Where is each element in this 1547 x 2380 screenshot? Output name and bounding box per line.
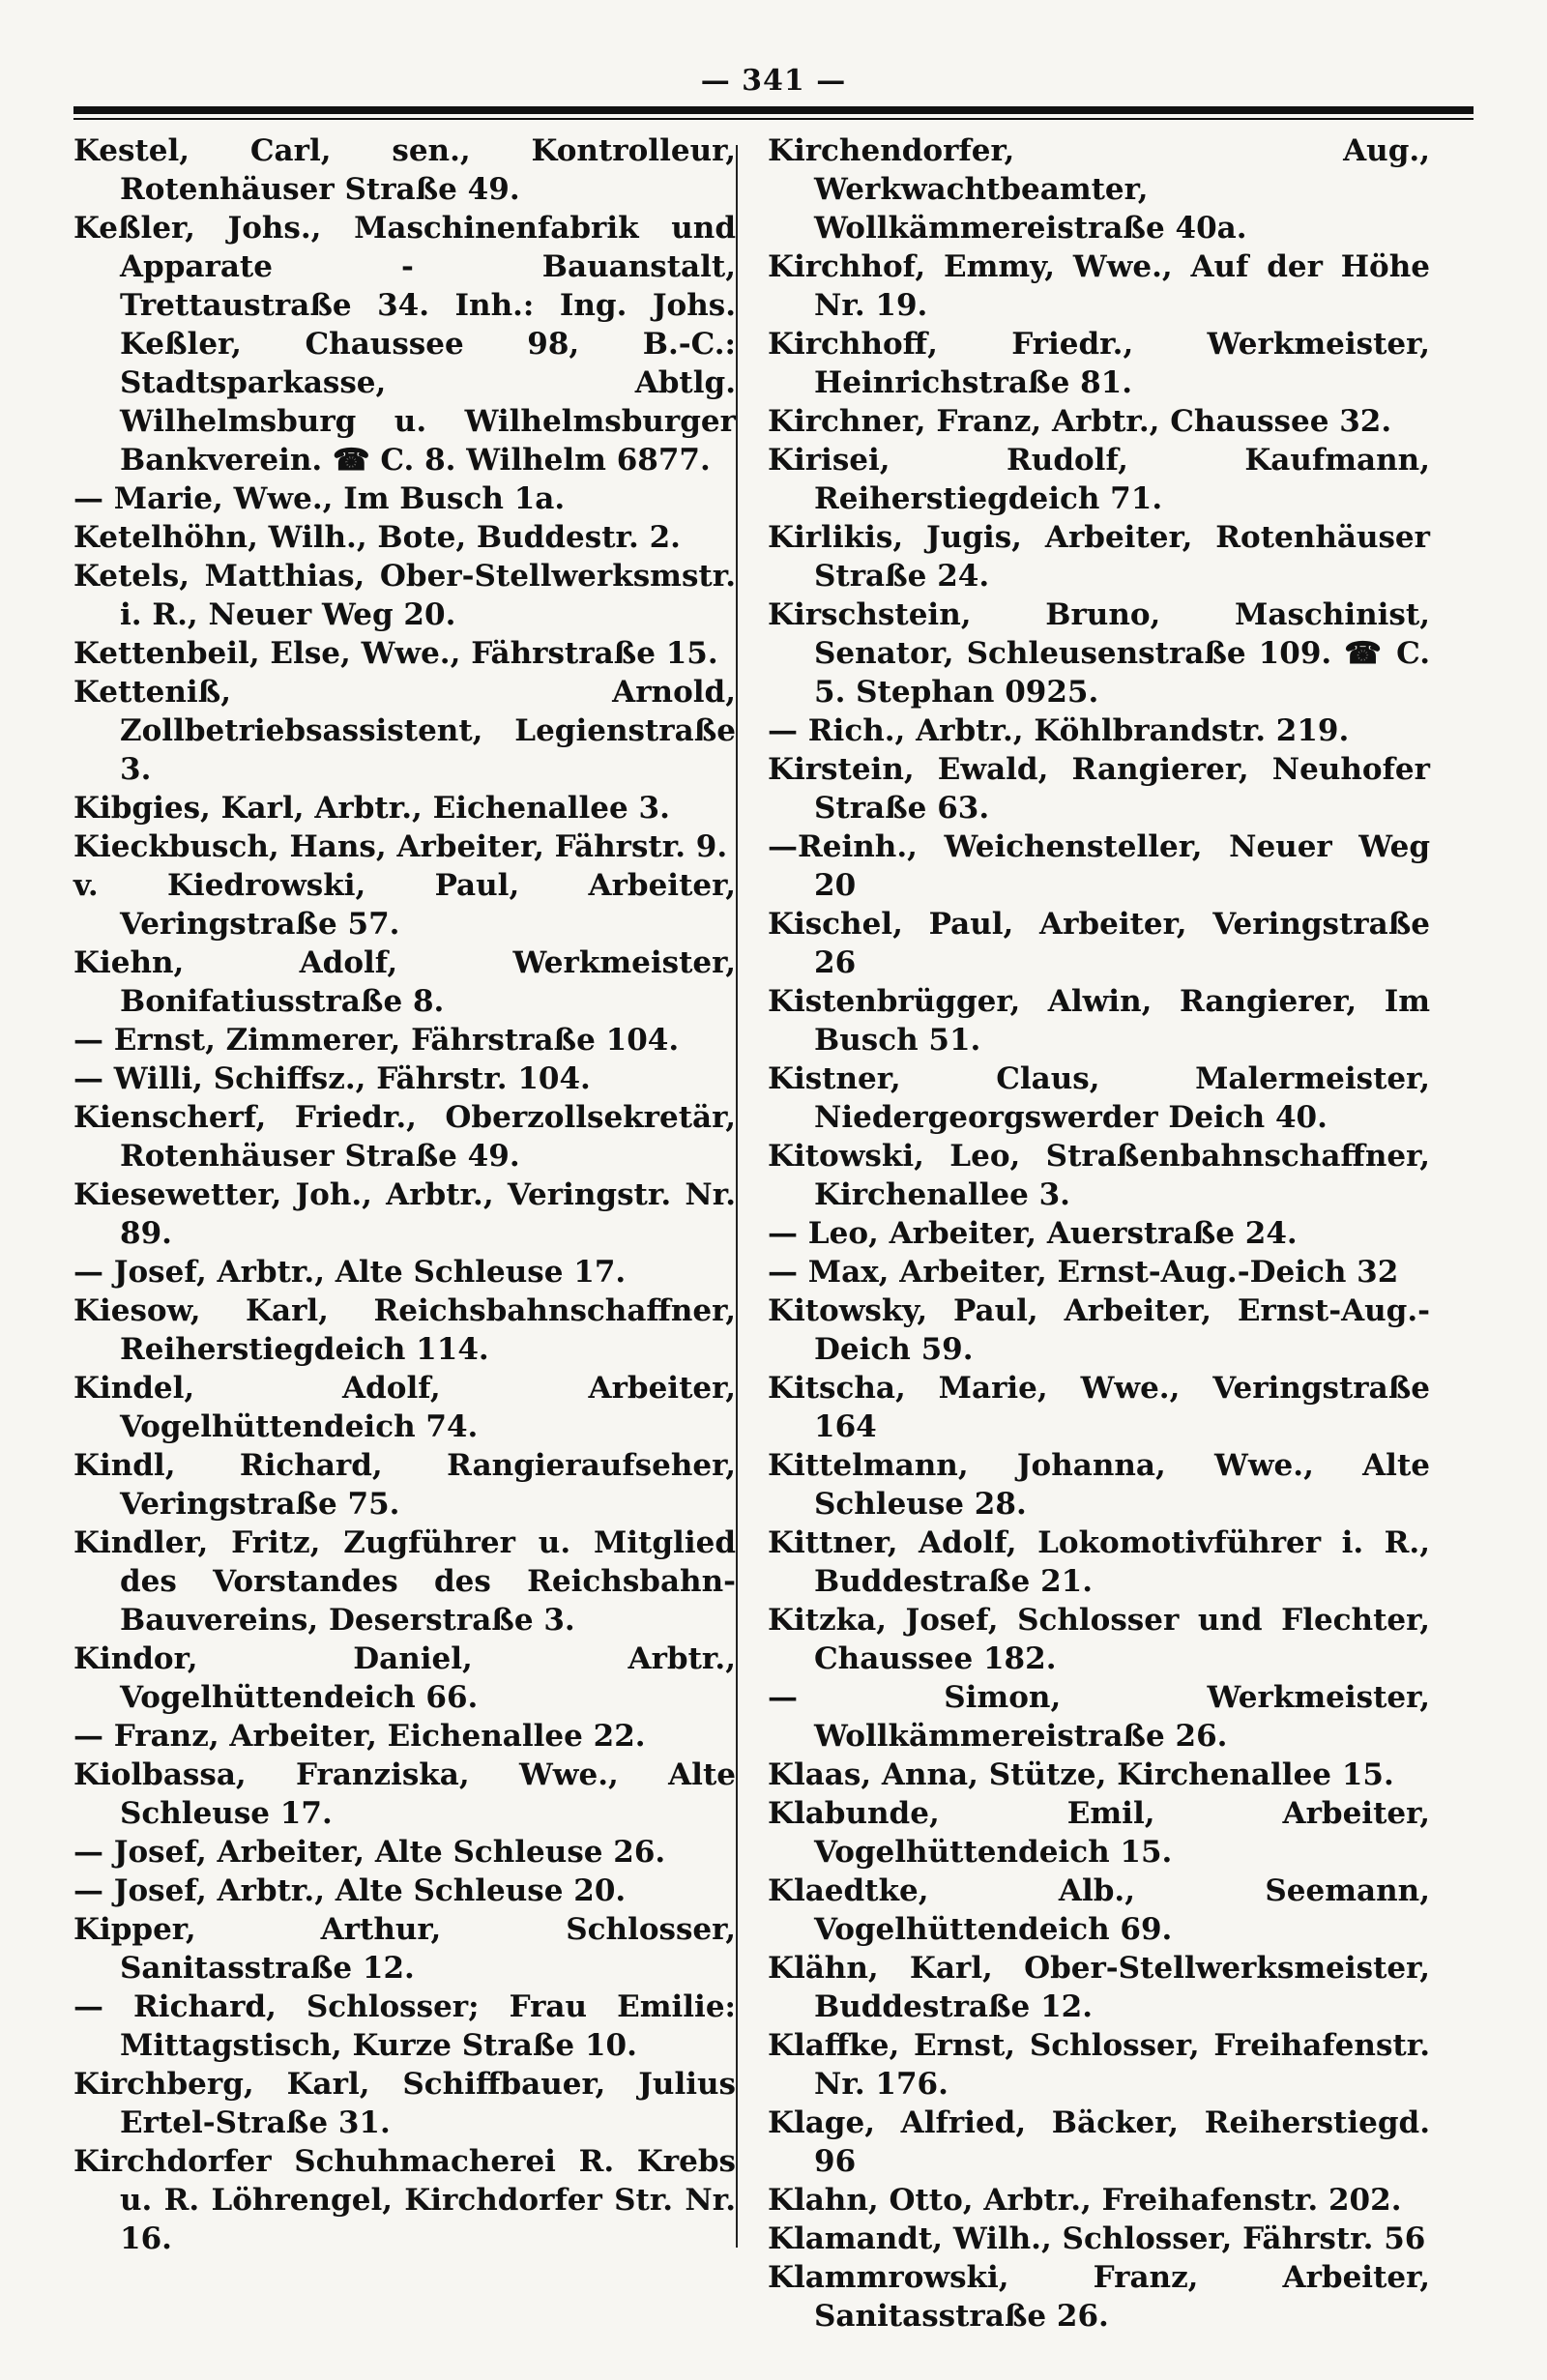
directory-entry: Kittelmann, Johanna, Wwe., Alte Schleuse 28. xyxy=(768,1448,1430,1522)
directory-entry: Kirchendorfer, Aug., Werkwachtbeamter, Wollkämmereistraße 40a. xyxy=(768,133,1430,246)
directory-entry: Klahn, Otto, Arbtr., Freihafenstr. 202. xyxy=(768,2183,1402,2218)
directory-entry: Klammrowski, Franz, Arbeiter, Sanitasstraße 26. xyxy=(768,2260,1430,2334)
directory-entry: Kiolbassa, Franziska, Wwe., Alte Schleuse 17. xyxy=(73,1757,736,1831)
directory-entry: Kistenbrügger, Alwin, Rangierer, Im Busch 51. xyxy=(768,984,1430,1058)
directory-entry: Kirchhoff, Friedr., Werkmeister, Heinrichstraße 81. xyxy=(768,327,1430,400)
directory-entry: Klabunde, Emil, Arbeiter, Vogelhüttendeich 15. xyxy=(768,1796,1430,1870)
directory-entry: Kitowski, Leo, Straßenbahnschaffner, Kirchenallee 3. xyxy=(768,1139,1430,1212)
directory-entry: — Marie, Wwe., Im Busch 1a. xyxy=(73,481,566,516)
directory-entry: — Josef, Arbeiter, Alte Schleuse 26. xyxy=(73,1835,666,1870)
directory-entry: Kirschstein, Bruno, Maschinist, Senator, Schleusenstraße 109. ☎ C. 5. Stephan 0925. xyxy=(768,597,1430,710)
directory-entry: Kiesow, Karl, Reichsbahnschaffner, Reiherstiegdeich 114. xyxy=(73,1293,736,1367)
directory-entry: Kirisei, Rudolf, Kaufmann, Reiherstiegdeich 71. xyxy=(768,443,1430,516)
directory-entry: — Leo, Arbeiter, Auerstraße 24. xyxy=(768,1216,1298,1251)
directory-entry: Kirchdorfer Schuhmacherei R. Krebs u. R. Löhrengel, Kirchdorfer Str. Nr. 16. xyxy=(73,2144,736,2256)
directory-entry: — Richard, Schlosser; Frau Emilie: Mittagstisch, Kurze Straße 10. xyxy=(73,1989,736,2063)
directory-entry: Kiehn, Adolf, Werkmeister, Bonifatiusstraße 8. xyxy=(73,945,736,1019)
directory-entry: — Josef, Arbtr., Alte Schleuse 17. xyxy=(73,1255,627,1290)
directory-entry: Kitzka, Josef, Schlosser und Flechter, Chaussee 182. xyxy=(768,1603,1430,1676)
directory-entry: Kirchner, Franz, Arbtr., Chaussee 32. xyxy=(768,404,1392,439)
directory-entry: —Reinh., Weichensteller, Neuer Weg 20 xyxy=(768,829,1430,903)
header-rule-thin xyxy=(73,118,1474,120)
directory-entry: Klage, Alfried, Bäcker, Reiherstiegd. 96 xyxy=(768,2105,1430,2179)
page-number: — 341 — xyxy=(700,64,847,98)
directory-entry: — Franz, Arbeiter, Eichenallee 22. xyxy=(73,1719,646,1754)
directory-entry: Keßler, Johs., Maschinenfabrik und Apparate - Bauanstalt, Trettaustraße 34. Inh.: Ing. Johs. Keßler, Chaussee 98, B.-C.: Stadtsparkasse, Abtlg. Wilhelmsburg u. Wilhelmsburger Bankverein. ☎ C. 8. Wilhelm 6877. xyxy=(73,211,736,478)
right-column xyxy=(768,131,1430,2336)
directory-entry: Klähn, Karl, Ober-Stellwerksmeister, Buddestraße 12. xyxy=(768,1951,1430,2024)
directory-entry: Klaas, Anna, Stütze, Kirchenallee 15. xyxy=(768,1757,1394,1792)
directory-entry: Klaffke, Ernst, Schlosser, Freihafenstr. Nr. 176. xyxy=(768,2028,1430,2102)
directory-entry: Kibgies, Karl, Arbtr., Eichenallee 3. xyxy=(73,791,670,826)
directory-entry: v. Kiedrowski, Paul, Arbeiter, Veringstraße 57. xyxy=(73,868,736,942)
directory-entry: Kirlikis, Jugis, Arbeiter, Rotenhäuser Straße 24. xyxy=(768,520,1430,594)
column-divider xyxy=(736,145,738,2248)
directory-entry: Klamandt, Wilh., Schlosser, Fährstr. 56 xyxy=(768,2221,1426,2256)
directory-entry: — Josef, Arbtr., Alte Schleuse 20. xyxy=(73,1873,627,1908)
directory-entry: Kirstein, Ewald, Rangierer, Neuhofer Straße 63. xyxy=(768,752,1430,826)
directory-entry: Kieckbusch, Hans, Arbeiter, Fährstr. 9. xyxy=(73,829,728,864)
directory-entry: Kettenbeil, Else, Wwe., Fährstraße 15. xyxy=(73,636,718,671)
directory-entry: — Rich., Arbtr., Köhlbrandstr. 219. xyxy=(768,713,1350,748)
directory-entry: Kirchhof, Emmy, Wwe., Auf der Höhe Nr. 19. xyxy=(768,249,1430,323)
directory-entry: Kitscha, Marie, Wwe., Veringstraße 164 xyxy=(768,1371,1430,1444)
directory-entry: — Willi, Schiffsz., Fährstr. 104. xyxy=(73,1061,591,1096)
directory-entry: Kistner, Claus, Malermeister, Niedergeorgswerder Deich 40. xyxy=(768,1061,1430,1135)
directory-entry: Kischel, Paul, Arbeiter, Veringstraße 26 xyxy=(768,907,1430,980)
directory-entry: Kindl, Richard, Rangieraufseher, Veringstraße 75. xyxy=(73,1448,736,1522)
directory-entry: Ketels, Matthias, Ober-Stellwerksmstr. i. R., Neuer Weg 20. xyxy=(73,559,736,632)
directory-entry: — Ernst, Zimmerer, Fährstraße 104. xyxy=(73,1023,680,1058)
directory-entry: Kindel, Adolf, Arbeiter, Vogelhüttendeich 74. xyxy=(73,1371,736,1444)
directory-entry: Kipper, Arthur, Schlosser, Sanitasstraße 12. xyxy=(73,1912,736,1986)
left-column xyxy=(73,131,736,2258)
directory-entry: Ketteniß, Arnold, Zollbetriebsassistent, Legienstraße 3. xyxy=(73,675,736,787)
directory-entry: Kestel, Carl, sen., Kontrolleur, Rotenhäuser Straße 49. xyxy=(73,133,736,207)
directory-entry: Ketelhöhn, Wilh., Bote, Buddestr. 2. xyxy=(73,520,681,555)
directory-entry: — Max, Arbeiter, Ernst-Aug.-Deich 32 xyxy=(768,1255,1399,1290)
header-rule-thick xyxy=(73,106,1474,114)
directory-entry: Klaedtke, Alb., Seemann, Vogelhüttendeich 69. xyxy=(768,1873,1430,1947)
directory-entry: Kienscherf, Friedr., Oberzollsekretär, Rotenhäuser Straße 49. xyxy=(73,1100,736,1174)
directory-entry: Kitowsky, Paul, Arbeiter, Ernst-Aug.-Deich 59. xyxy=(768,1293,1430,1367)
directory-entry: Kindler, Fritz, Zugführer u. Mitglied des Vorstandes des Reichsbahn-Bauvereins, Deserstraße 3. xyxy=(73,1525,736,1638)
directory-entry: Kirchberg, Karl, Schiffbauer, Julius Ertel-Straße 31. xyxy=(73,2067,736,2140)
directory-entry: Kiesewetter, Joh., Arbtr., Veringstr. Nr. 89. xyxy=(73,1177,736,1251)
directory-entry: Kindor, Daniel, Arbtr., Vogelhüttendeich 66. xyxy=(73,1641,736,1715)
directory-entry: — Simon, Werkmeister, Wollkämmereistraße 26. xyxy=(768,1680,1430,1754)
directory-entry: Kittner, Adolf, Lokomotivführer i. R., Buddestraße 21. xyxy=(768,1525,1430,1599)
